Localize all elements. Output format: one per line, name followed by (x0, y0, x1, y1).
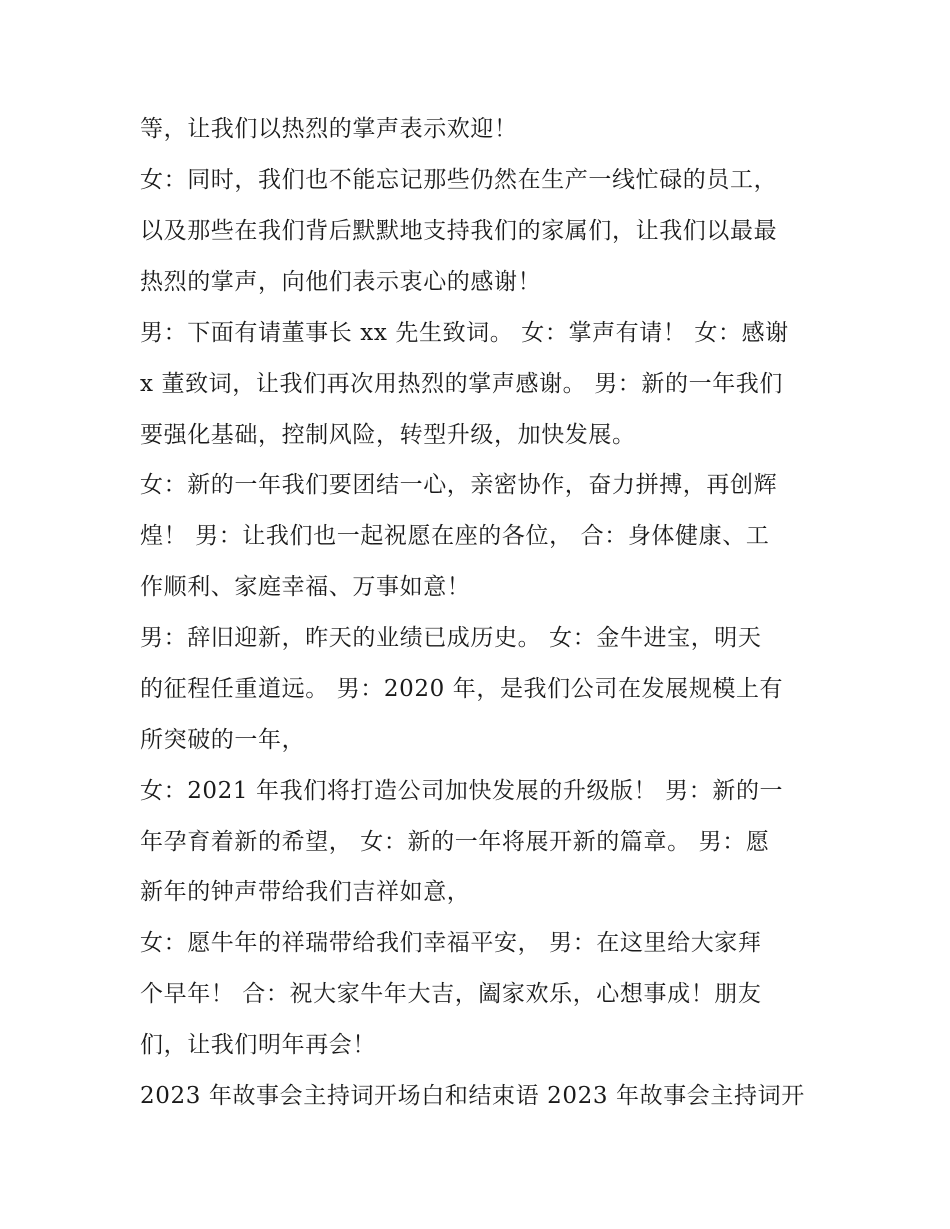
text-line: 女：2021 年我们将打造公司加快发展的升级版！ 男：新的一 (140, 778, 784, 804)
text-line: 作顺利、家庭幸福、万事如意！ (140, 574, 471, 600)
text-line: 等，让我们以热烈的掌声表示欢迎！ (140, 116, 518, 142)
text-line: 煌！ 男：让我们也一起祝愿在座的各位， 合：身体健康、工 (140, 523, 770, 549)
text-line: 热烈的掌声，向他们表示衷心的感谢！ (140, 269, 542, 295)
text-line: 女：新的一年我们要团结一心，亲密协作，奋力拼搏，再创辉 (140, 472, 778, 498)
text-line: 以及那些在我们背后默默地支持我们的家属们，让我们以最最 (140, 218, 778, 244)
text-line: 年孕育着新的希望， 女：新的一年将展开新的篇章。 男：愿 (140, 829, 770, 855)
text-line: 们，让我们明年再会！ (140, 1032, 376, 1058)
text-line: 男：下面有请董事长 xx 先生致词。 女：掌声有请！ 女：感谢 (140, 320, 789, 346)
text-line: 男：辞旧迎新，昨天的业绩已成历史。 女：金牛进宝，明天 (140, 625, 762, 651)
text-line: 所突破的一年， (140, 727, 306, 753)
text-line: 的征程任重道远。 男：2020 年，是我们公司在发展规模上有 (140, 676, 784, 702)
text-line: x 董致词，让我们再次用热烈的掌声感谢。 男：新的一年我们 (140, 371, 783, 397)
text-line: 2023 年故事会主持词开场白和结束语 2023 年故事会主持词开 (140, 1083, 805, 1109)
text-line: 要强化基础，控制风险，转型升级，加快发展。 (140, 422, 636, 448)
text-line: 女：同时，我们也不能忘记那些仍然在生产一线忙碌的员工， (140, 167, 778, 193)
text-line: 新年的钟声带给我们吉祥如意， (140, 879, 471, 905)
text-line: 个早年！ 合：祝大家牛年大吉，阖家欢乐，心想事成！朋友 (140, 981, 762, 1007)
text-line: 女：愿牛年的祥瑞带给我们幸福平安， 男：在这里给大家拜 (140, 930, 762, 956)
